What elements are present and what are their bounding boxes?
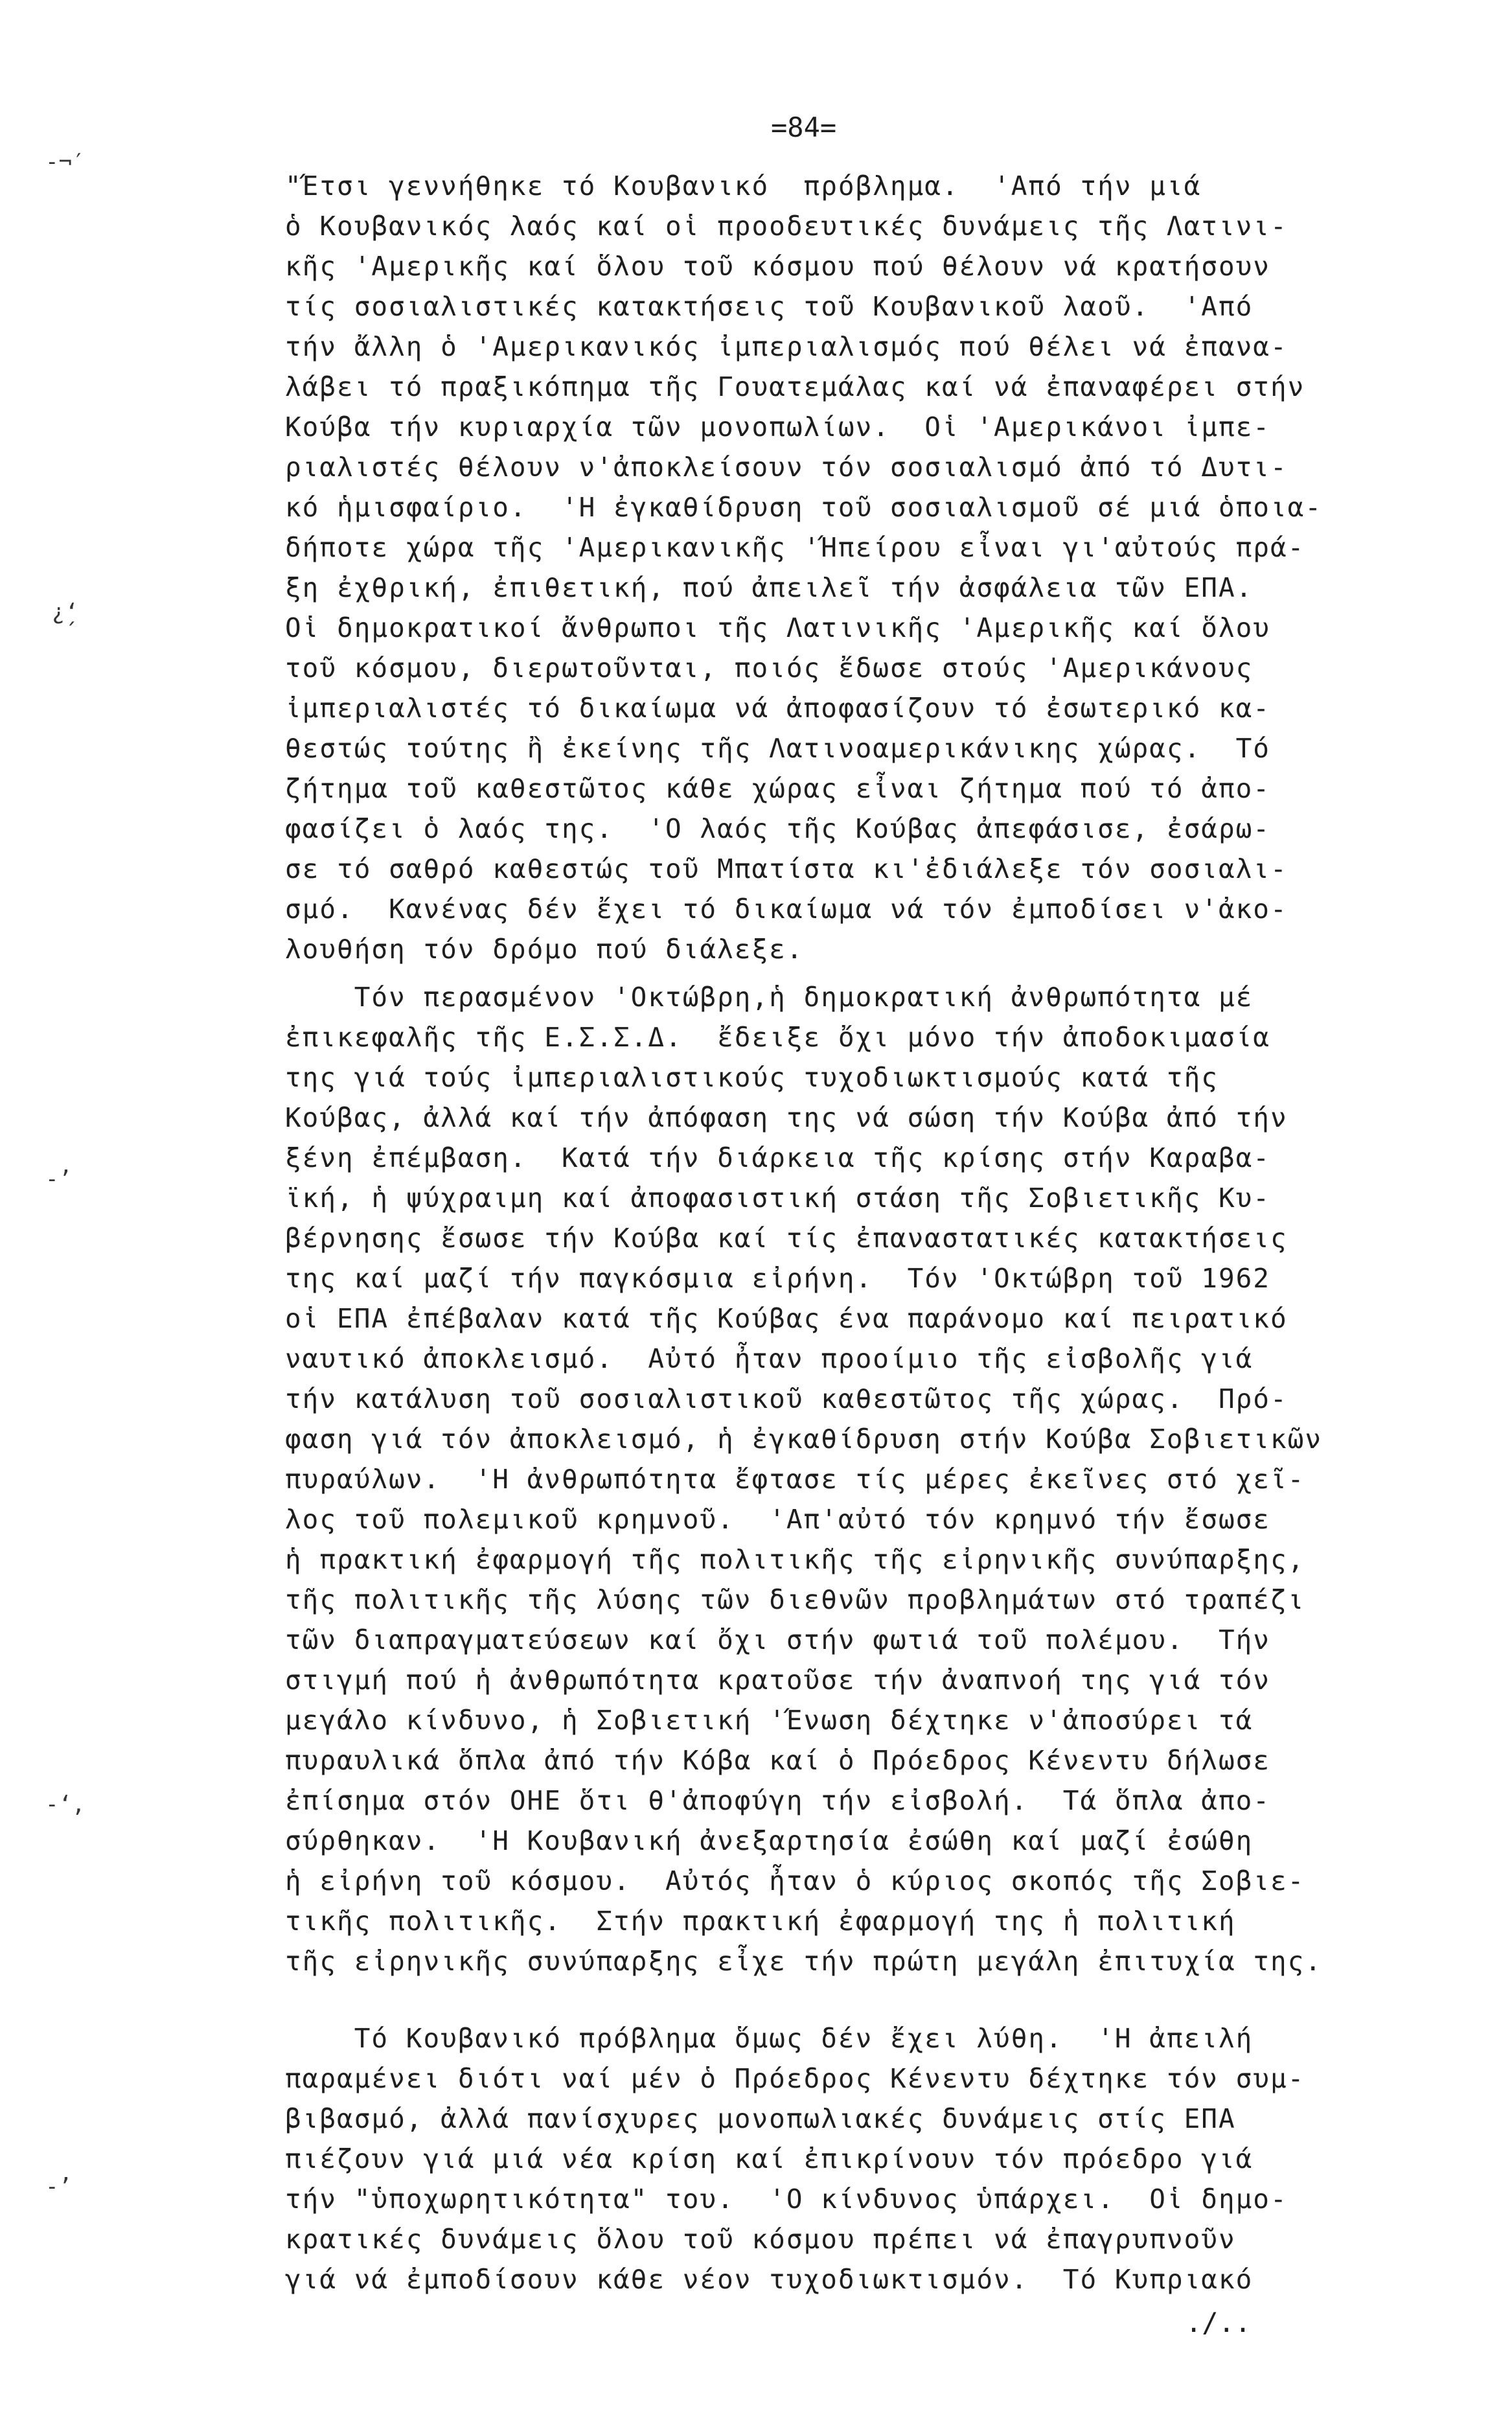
text-line: ζήτημα τοῦ καθεστῶτος κάθε χώρας εἶναι ζήτημα πού τό ἀπο-	[285, 773, 1270, 804]
text-line: βέρνησης ἔσωσε τήν Κούβα καί τίς ἐπαναστατικές κατακτήσεις	[285, 1223, 1288, 1254]
text-line: κρατικές δυνάμεις ὅλου τοῦ κόσμου πρέπει νά ἐπαγρυπνοῦν	[285, 2224, 1236, 2255]
text-line: ἐπικεφαλῆς τῆς Ε.Σ.Σ.Δ. ἔδειξε ὄχι μόνο τήν ἀποδοκιμασία	[285, 1022, 1270, 1053]
text-line: ριαλιστές θέλουν ν'ἀποκλείσουν τόν σοσιαλισμό ἀπό τό Δυτι-	[285, 452, 1288, 483]
text-line: δήποτε χώρα τῆς 'Αμερικανικῆς 'Ήπείρου εἶναι γι'αὐτούς πρά-	[285, 532, 1305, 563]
text-line: θεστώς τούτης ἢ ἐκείνης τῆς Λατινοαμερικάνικης χώρας. Τό	[285, 733, 1270, 764]
paragraph-1	[285, 166, 1490, 969]
text-line: ἐπίσημα στόν ΟΗΕ ὅτι θ'ἀποφύγη τήν εἰσβολή. Τά ὅπλα ἀπο-	[285, 1785, 1270, 1816]
continuation-mark: ./..	[1186, 2307, 1252, 2338]
text-line: πυραυλικά ὅπλα ἀπό τήν Κόβα καί ὁ Πρόεδρος Κένεντυ δήλωσε	[285, 1745, 1270, 1776]
page-number: =84=	[771, 111, 837, 143]
text-line: λάβει τό πραξικόπημα τῆς Γουατεμάλας καί νά ἐπαναφέρει στήν	[285, 371, 1305, 402]
text-line: παραμένει διότι ναί μέν ὁ Πρόεδρος Κένεντυ δέχτηκε τόν συμ-	[285, 2063, 1305, 2094]
text-line: Τόν περασμένον 'Οκτώβρη,ἡ δημοκρατική ἀνθρωπότητα μέ	[285, 982, 1254, 1013]
text-line: σμό. Κανένας δέν ἔχει τό δικαίωμα νά τόν ἐμποδίσει ν'ἀκο-	[285, 893, 1288, 925]
text-line: Τό Κουβανικό πρόβλημα ὅμως δέν ἔχει λύθη. 'Η ἀπειλή	[285, 2023, 1254, 2054]
text-line: φασίζει ὁ λαός της. 'Ο λαός τῆς Κούβας ἀπεφάσισε, ἐσάρω-	[285, 813, 1270, 844]
text-line: τήν "ὑποχωρητικότητα" του. 'Ο κίνδυνος ὑπάρχει. Οἱ δημο-	[285, 2183, 1288, 2215]
text-line: πιέζουν γιά μιά νέα κρίση καί ἐπικρίνουν τόν πρόεδρο γιά	[285, 2143, 1254, 2174]
margin-mark: ¿̗‘	[52, 599, 78, 625]
text-line: σύρθηκαν. 'Η Κουβανική ἀνεξαρτησία ἐσώθη καί μαζί ἐσώθη	[285, 1825, 1254, 1856]
margin-mark: -‘,	[45, 1792, 86, 1817]
text-line: τήν ἄλλη ὁ 'Αμερικανικός ἰμπεριαλισμός πού θέλει νά ἐπανα-	[285, 331, 1288, 362]
text-line: ὁ Κουβανικός λαός καί οἱ προοδευτικές δυνάμεις τῆς Λατινι-	[285, 211, 1288, 242]
margin-mark: -’	[45, 1166, 72, 1192]
text-line: της γιά τούς ἰμπεριαλιστικούς τυχοδιωκτισμούς κατά τῆς	[285, 1062, 1219, 1093]
text-line: ἡ πρακτική ἐφαρμογή τῆς πολιτικῆς τῆς εἰρηνικῆς συνύπαρξης,	[285, 1544, 1305, 1575]
text-line: τῆς εἰρηνικῆς συνύπαρξης εἶχε τήν πρώτη μεγάλη ἐπιτυχία της.	[285, 1946, 1323, 1977]
text-line: φαση γιά τόν ἀποκλεισμό, ἡ ἐγκαθίδρυση στήν Κούβα Σοβιετικῶν	[285, 1423, 1323, 1455]
text-line: τίς σοσιαλιστικές κατακτήσεις τοῦ Κουβανικοῦ λαοῦ. 'Από	[285, 291, 1254, 322]
paragraph-2	[285, 977, 1490, 2022]
text-line: βιβασμό, ἀλλά πανίσχυρες μονοπωλιακές δυνάμεις στίς ΕΠΑ	[285, 2103, 1236, 2134]
text-line: της καί μαζί τήν παγκόσμια εἰρήνη. Τόν 'Οκτώβρη τοῦ 1962	[285, 1263, 1270, 1294]
text-line: "Έτσι γεννήθηκε τό Κουβανικό πρόβλημα. 'Από τήν μιά	[285, 170, 1202, 202]
text-line: ἰμπεριαλιστές τό δικαίωμα νά ἀποφασίζουν τό ἐσωτερικό κα-	[285, 693, 1270, 724]
text-line: ἡ εἰρήνη τοῦ κόσμου. Αὐτός ἦταν ὁ κύριος σκοπός τῆς Σοβιε-	[285, 1865, 1305, 1896]
text-line	[285, 1981, 1490, 2022]
margin-mark: -¬′	[45, 149, 86, 175]
text-line: τῆς πολιτικῆς τῆς λύσης τῶν διεθνῶν προβλημάτων στό τραπέζι	[285, 1584, 1305, 1615]
text-line: τικῆς πολιτικῆς. Στήν πρακτική ἐφαρμογή της ἡ πολιτική	[285, 1906, 1236, 1937]
text-line: ξένη ἐπέμβαση. Κατά τήν διάρκεια τῆς κρίσης στήν Καραβα-	[285, 1142, 1270, 1173]
text-line: γιά νά ἐμποδίσουν κάθε νέον τυχοδιωκτισμόν. Τό Κυπριακό	[285, 2264, 1254, 2295]
text-line: Οἱ δημοκρατικοί ἄνθρωποι τῆς Λατινικῆς 'Αμερικῆς καί ὅλου	[285, 612, 1270, 643]
text-line: στιγμή πού ἡ ἀνθρωπότητα κρατοῦσε τήν ἀναπνοή της γιά τόν	[285, 1665, 1270, 1696]
text-line: τῶν διαπραγματεύσεων καί ὄχι στήν φωτιά τοῦ πολέμου. Τήν	[285, 1624, 1270, 1655]
text-line: ναυτικό ἀποκλεισμό. Αὐτό ἦταν προοίμιο τῆς εἰσβολῆς γιά	[285, 1343, 1254, 1374]
text-line: ξη ἐχθρική, ἐπιθετική, πού ἀπειλεῖ τήν ἀσφάλεια τῶν ΕΠΑ.	[285, 572, 1254, 603]
text-line: ϊκή, ἡ ψύχραιμη καί ἀποφασιστική στάση τῆς Σοβιετικῆς Κυ-	[285, 1182, 1270, 1214]
text-line: κό ἡμισφαίριο. 'Η ἐγκαθίδρυση τοῦ σοσιαλισμοῦ σέ μιά ὁποια-	[285, 492, 1323, 523]
text-line: τήν κατάλυση τοῦ σοσιαλιστικοῦ καθεστῶτος τῆς χώρας. Πρό-	[285, 1383, 1288, 1414]
text-line: τοῦ κόσμου, διερωτοῦνται, ποιός ἔδωσε στούς 'Αμερικάνους	[285, 652, 1254, 684]
text-line: λουθήση τόν δρόμο πού διάλεξε.	[285, 934, 804, 965]
text-line: πυραύλων. 'Η ἀνθρωπότητα ἔφτασε τίς μέρες ἐκεῖνες στό χεῖ-	[285, 1464, 1305, 1495]
text-line: σε τό σαθρό καθεστώς τοῦ Μπατίστα κι'ἐδιάλεξε τόν σοσιαλι-	[285, 853, 1288, 884]
text-line: Κούβας, ἀλλά καί τήν ἀπόφαση της νά σώση τήν Κούβα ἀπό τήν	[285, 1102, 1288, 1133]
text-line: Κούβα τήν κυριαρχία τῶν μονοπωλίων. Οἱ 'Αμερικάνοι ἰμπε-	[285, 411, 1270, 443]
margin-mark: -’	[45, 2174, 72, 2200]
text-line: οἱ ΕΠΑ ἐπέβαλαν κατά τῆς Κούβας ένα παράνομο καί πειρατικό	[285, 1303, 1288, 1334]
text-line: λος τοῦ πολεμικοῦ κρημνοῦ. 'Απ'αὐτό τόν κρημνό τήν ἔσωσε	[285, 1504, 1270, 1535]
text-line: μεγάλο κίνδυνο, ἡ Σοβιετική 'Ένωση δέχτηκε ν'ἀποσύρει τά	[285, 1705, 1254, 1736]
text-line: κῆς 'Αμερικῆς καί ὅλου τοῦ κόσμου πού θέλουν νά κρατήσουν	[285, 251, 1270, 282]
paragraph-3	[285, 2018, 1490, 2299]
